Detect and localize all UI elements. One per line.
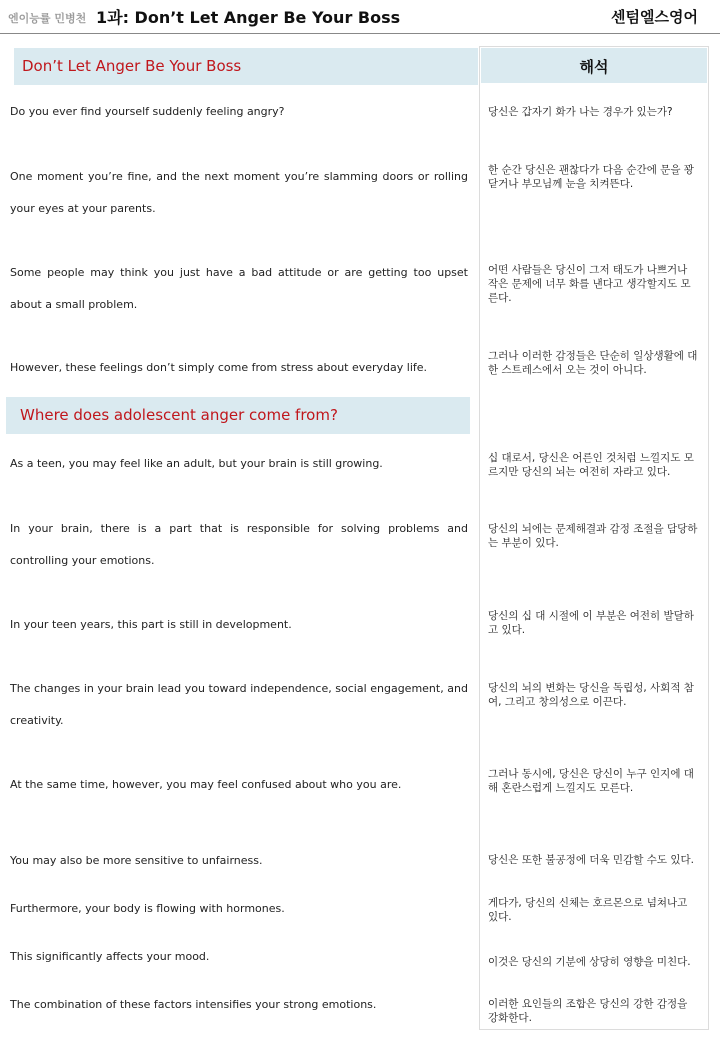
author-tag: 엔이능률 민병천: [8, 12, 87, 25]
english-sentence-9: At the same time, however, you may feel confused about who you are.: [10, 778, 402, 791]
lesson-title: 1과: Don’t Let Anger Be Your Boss: [96, 8, 401, 27]
korean-translation-8: 당신의 뇌의 변화는 당신을 독립성, 사회적 참여, 그리고 창의성으로 이끈다.: [488, 682, 694, 708]
korean-translation-3: 어떤 사람들은 당신이 그저 태도가 나쁘거나 작은 문제에 너무 화를 낸다고 생각할지도 모른다.: [488, 264, 691, 304]
translation-header-label: 해석: [579, 58, 609, 76]
korean-translation-5: 십 대로서, 당신은 어른인 것처럼 느낄지도 모르지만 당신의 뇌는 여전히 자라고 있다.: [488, 452, 694, 478]
korean-translation-1: 당신은 갑자기 화가 나는 경우가 있는가?: [488, 106, 673, 118]
korean-translation-10: 당신은 또한 불공정에 더욱 민감할 수도 있다.: [488, 854, 694, 866]
korean-translation-12: 이것은 당신의 기분에 상당히 영향을 미친다.: [488, 956, 691, 968]
section-title-2: Where does adolescent anger come from?: [20, 406, 338, 424]
english-sentence-1: Do you ever find yourself suddenly feeling angry?: [10, 105, 285, 118]
english-sentence-6: In your brain, there is a part that is responsible for solving problems and controlling your emotions.: [10, 522, 468, 567]
english-sentence-13: The combination of these factors intensifies your strong emotions.: [10, 998, 377, 1011]
english-sentence-2: One moment you’re fine, and the next moment you’re slamming doors or rolling your eyes at your parents.: [10, 170, 468, 215]
english-sentence-8: The changes in your brain lead you toward independence, social engagement, and creativity.: [10, 682, 468, 727]
brand-name: 센텀엘스영어: [611, 8, 698, 26]
english-sentence-12: This significantly affects your mood.: [10, 950, 210, 963]
korean-translation-7: 당신의 십 대 시절에 이 부분은 여전히 발달하고 있다.: [488, 610, 694, 636]
korean-translation-11: 게다가, 당신의 신체는 호르몬으로 넘쳐나고 있다.: [488, 897, 688, 923]
english-sentence-3: Some people may think you just have a bad attitude or are getting too upset about a small problem.: [10, 266, 468, 311]
english-sentence-11: Furthermore, your body is flowing with hormones.: [10, 902, 285, 915]
english-sentence-10: You may also be more sensitive to unfairness.: [10, 854, 263, 867]
page-header: [0, 0, 720, 34]
header-divider: [0, 33, 720, 34]
korean-translation-4: 그러나 이러한 감정들은 단순히 일상생활에 대한 스트레스에서 오는 것이 아니다.: [488, 350, 698, 376]
korean-translation-13: 이러한 요인들의 조합은 당신의 강한 감정을 강화한다.: [488, 998, 688, 1024]
english-sentence-4: However, these feelings don’t simply come from stress about everyday life.: [10, 361, 428, 374]
section-title-box-2: [6, 397, 470, 434]
korean-translation-2: 한 순간 당신은 괜찮다가 다음 순간에 문을 꽝 닫거나 부모님께 눈을 치켜뜬다.: [488, 164, 694, 190]
translation-header: [481, 48, 707, 83]
section-title-1: Don’t Let Anger Be Your Boss: [22, 57, 242, 75]
section-title-box-1: [14, 48, 478, 85]
english-sentence-7: In your teen years, this part is still in development.: [10, 618, 292, 631]
korean-translation-6: 당신의 뇌에는 문제해결과 감정 조절을 담당하는 부분이 있다.: [488, 523, 698, 549]
english-sentence-5: As a teen, you may feel like an adult, but your brain is still growing.: [10, 457, 383, 470]
korean-translation-9: 그러나 동시에, 당신은 당신이 누구 인지에 대해 혼란스럽게 느낄지도 모른다.: [488, 768, 694, 794]
